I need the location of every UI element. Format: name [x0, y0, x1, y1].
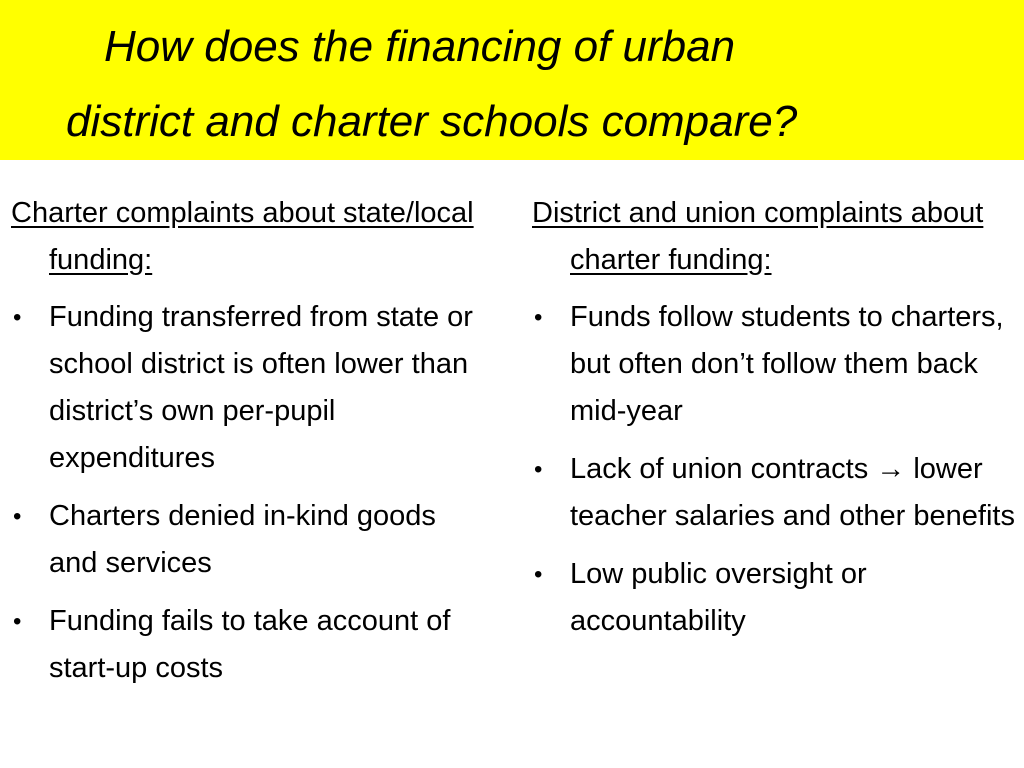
- left-bullet-text: Funding fails to take account of start-up costs: [49, 605, 451, 684]
- right-bullet-text: Lack of union contracts → lower teacher salaries and other benefits: [570, 453, 1015, 532]
- right-column: [532, 190, 1016, 656]
- left-column-heading: Charter complaints about state/local funding:: [11, 197, 474, 276]
- right-bullet-item: [532, 294, 1016, 435]
- bullet-icon: •: [534, 456, 543, 483]
- bullet-icon: •: [534, 304, 543, 331]
- left-bullet-text: Funding transferred from state or school district is often lower than district’s own per-pupil expenditures: [49, 301, 473, 474]
- right-bullet-item: [532, 446, 1016, 540]
- left-bullet-item: [11, 493, 481, 587]
- slide-title-line-1: How does the financing of urban: [104, 22, 736, 71]
- left-column: [11, 190, 481, 703]
- right-bullet-list: [532, 294, 1016, 645]
- left-bullet-text: Charters denied in-kind goods and services: [49, 500, 436, 579]
- right-bullet-text: Funds follow students to charters, but often don’t follow them back mid-year: [570, 301, 1004, 427]
- left-bullet-item: [11, 294, 481, 482]
- bullet-icon: •: [534, 561, 543, 588]
- right-bullet-item: [532, 551, 1016, 645]
- right-column-heading: District and union complaints about charter funding:: [532, 197, 984, 276]
- slide-title-line-2: district and charter schools compare?: [66, 97, 798, 146]
- right-bullet-text: Low public oversight or accountability: [570, 558, 867, 637]
- bullet-icon: •: [13, 304, 22, 331]
- title-band: [0, 0, 1024, 160]
- bullet-icon: •: [13, 503, 22, 530]
- left-bullet-item: [11, 598, 481, 692]
- left-bullet-list: [11, 294, 481, 692]
- bullet-icon: •: [13, 608, 22, 635]
